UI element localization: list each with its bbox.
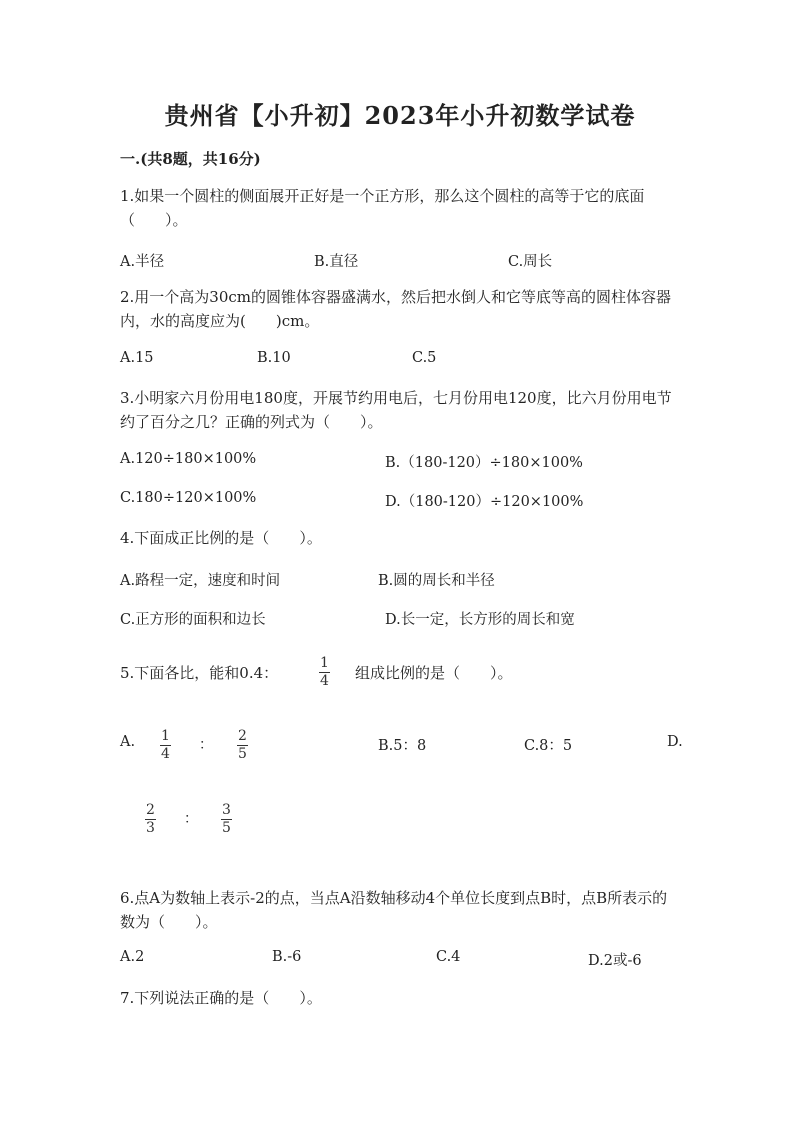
q3-option-c[interactable]: C.180÷120×100% [120, 490, 257, 506]
question-3: 3.小明家六月份用电180度，开展节约用电后，七月份用电120度，比六月份用电节约了百分之几？正确的列式为（ ）。 [120, 389, 672, 431]
fraction-numerator: 2 [146, 802, 155, 818]
q3-option-a[interactable]: A.120÷180×100% [120, 451, 257, 467]
q5-option-b[interactable]: B.5：8 [378, 738, 427, 754]
q5-option-d-fraction-2 [221, 802, 232, 837]
q4-option-a[interactable]: A.路程一定，速度和时间 [120, 573, 281, 589]
q4-option-b[interactable]: B.圆的周长和半径 [378, 573, 495, 589]
q5-option-c[interactable]: C.8：5 [524, 738, 573, 754]
fraction-denominator: 4 [161, 746, 170, 762]
q5-option-d-colon: ： [184, 811, 198, 827]
q5-option-a-fraction-2 [237, 728, 248, 763]
q5-option-d-fraction-1 [145, 802, 156, 837]
q3-option-b[interactable]: B.（180-120）÷180×100% [385, 455, 583, 471]
q1-option-b[interactable]: B.直径 [314, 254, 359, 270]
fraction-numerator: 3 [222, 802, 231, 818]
page-title: 贵州省【小升初】2023年小升初数学试卷 [164, 101, 636, 130]
q5-option-d-label[interactable]: D. [667, 734, 683, 750]
section-heading: 一.(共8题，共16分) [120, 150, 261, 168]
q6-option-c[interactable]: C.4 [436, 949, 461, 965]
question-5-prefix: 5.下面各比，能和0.4： [120, 664, 279, 682]
fraction-denominator: 5 [222, 820, 231, 836]
q3-option-d[interactable]: D.（180-120）÷120×100% [385, 494, 584, 510]
q6-option-d[interactable]: D.2或-6 [588, 953, 642, 969]
question-5-suffix: 组成比例的是（ ）。 [355, 664, 513, 682]
question-7: 7.下列说法正确的是（ ）。 [120, 989, 322, 1007]
fraction-numerator: 1 [320, 655, 329, 671]
question-2: 2.用一个高为30cm的圆锥体容器盛满水，然后把水倒人和它等底等高的圆柱体容器内，水的高度应为( )cm。 [120, 288, 672, 330]
question-1: 1.如果一个圆柱的侧面展开正好是一个正方形，那么这个圆柱的高等于它的底面（ ）。 [120, 187, 645, 229]
q6-option-a[interactable]: A.2 [120, 949, 145, 965]
question-6: 6.点A为数轴上表示-2的点，当点A沿数轴移动4个单位长度到点B时，点B所表示的数为（ ）。 [120, 889, 668, 931]
fraction-numerator: 2 [238, 728, 247, 744]
q5-option-a-colon: ： [199, 737, 213, 753]
q5-option-a-label[interactable]: A. [120, 734, 136, 750]
q1-option-a[interactable]: A.半径 [120, 254, 165, 270]
fraction-denominator: 5 [238, 746, 247, 762]
fraction-denominator: 3 [146, 820, 155, 836]
q2-option-c[interactable]: C.5 [412, 350, 437, 366]
q5-option-a-fraction-1 [160, 728, 171, 763]
q2-option-a[interactable]: A.15 [120, 350, 154, 366]
question-5-fraction [319, 655, 330, 690]
q1-option-c[interactable]: C.周长 [508, 254, 553, 270]
fraction-numerator: 1 [161, 728, 170, 744]
q6-option-b[interactable]: B.-6 [272, 949, 302, 965]
q4-option-c[interactable]: C.正方形的面积和边长 [120, 612, 266, 628]
q4-option-d[interactable]: D.长一定，长方形的周长和宽 [385, 612, 575, 628]
fraction-denominator: 4 [320, 673, 329, 689]
question-4: 4.下面成正比例的是（ ）。 [120, 529, 322, 547]
q2-option-b[interactable]: B.10 [257, 350, 291, 366]
